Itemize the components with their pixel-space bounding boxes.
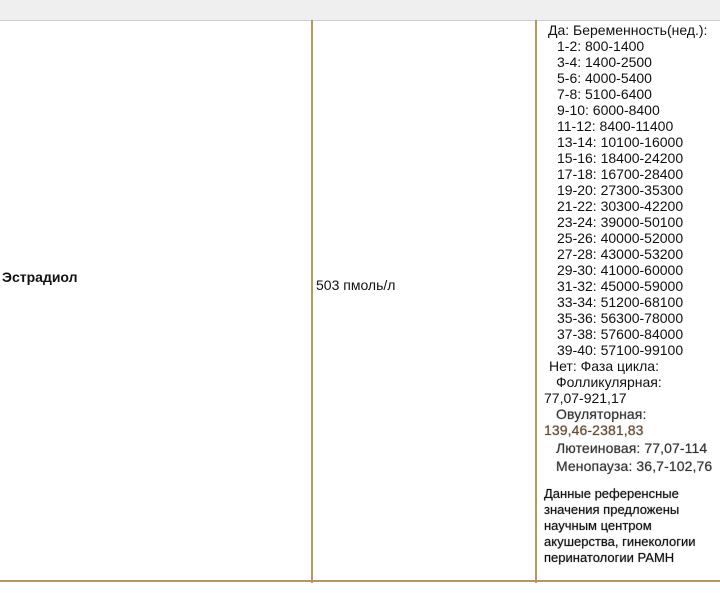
pregnancy-week-range: 29-30: 41000-60000 xyxy=(557,262,684,278)
pregnancy-week-range: 23-24: 39000-50100 xyxy=(557,214,684,230)
pregnancy-week-range: 3-4: 1400-2500 xyxy=(557,54,652,70)
reference-source-note xyxy=(544,486,696,566)
note-line: научным центром xyxy=(544,518,652,533)
pregnancy-week-range: 1-2: 800-1400 xyxy=(557,38,645,54)
pregnancy-week-range: 9-10: 6000-8400 xyxy=(557,102,660,118)
pregnancy-week-range: 33-34: 51200-68100 xyxy=(557,294,684,310)
parameter-name: Эстрадиол xyxy=(2,269,78,285)
pregnancy-week-range: 19-20: 27300-35300 xyxy=(557,182,684,198)
pregnancy-week-range: 13-14: 10100-16000 xyxy=(557,134,684,150)
pregnancy-week-range: 35-36: 56300-78000 xyxy=(557,310,684,326)
note-line: акушерства, гинекологии xyxy=(544,534,696,549)
pregnancy-week-range: 5-6: 4000-5400 xyxy=(557,70,652,86)
cycle-phase-header: Нет: Фаза цикла: xyxy=(549,358,659,374)
pregnancy-week-range: 37-38: 57600-84000 xyxy=(557,326,684,342)
note-line: Данные референсные xyxy=(544,486,679,501)
note-line: перинатологии РАМН xyxy=(544,550,675,565)
luteal-range: Лютеиновая: 77,07-114 xyxy=(556,440,708,456)
result-value: 503 пмоль/л xyxy=(316,277,396,293)
ovulatory-value: 139,46-2381,83 xyxy=(544,422,644,438)
pregnancy-week-range: 25-26: 40000-52000 xyxy=(557,230,684,246)
pregnancy-week-range: 7-8: 5100-6400 xyxy=(557,86,652,102)
pregnancy-week-range: 39-40: 57100-99100 xyxy=(557,342,684,358)
follicular-value: 77,07-921,17 xyxy=(544,390,627,406)
pregnancy-week-range: 31-32: 45000-59000 xyxy=(557,278,684,294)
column-divider-1 xyxy=(311,20,313,583)
pregnancy-week-range: 21-22: 30300-42200 xyxy=(557,198,684,214)
pregnancy-week-range: 15-16: 18400-24200 xyxy=(557,150,684,166)
pregnancy-week-range: 17-18: 16700-28400 xyxy=(557,166,684,182)
follicular-label: Фолликулярная: xyxy=(556,374,662,390)
page-top-edge xyxy=(0,0,720,21)
menopause-range: Менопауза: 36,7-102,76 xyxy=(556,458,713,474)
pregnancy-header: Да: Беременность(нед.): xyxy=(548,22,708,38)
ovulatory-label: Овуляторная: xyxy=(556,406,647,422)
column-divider-2 xyxy=(535,20,537,583)
pregnancy-week-range: 27-28: 43000-53200 xyxy=(557,246,684,262)
reference-values xyxy=(544,22,712,474)
pregnancy-week-range: 11-12: 8400-11400 xyxy=(557,118,674,134)
note-line: значения предложены xyxy=(544,502,680,517)
table-bottom-border xyxy=(0,580,720,582)
